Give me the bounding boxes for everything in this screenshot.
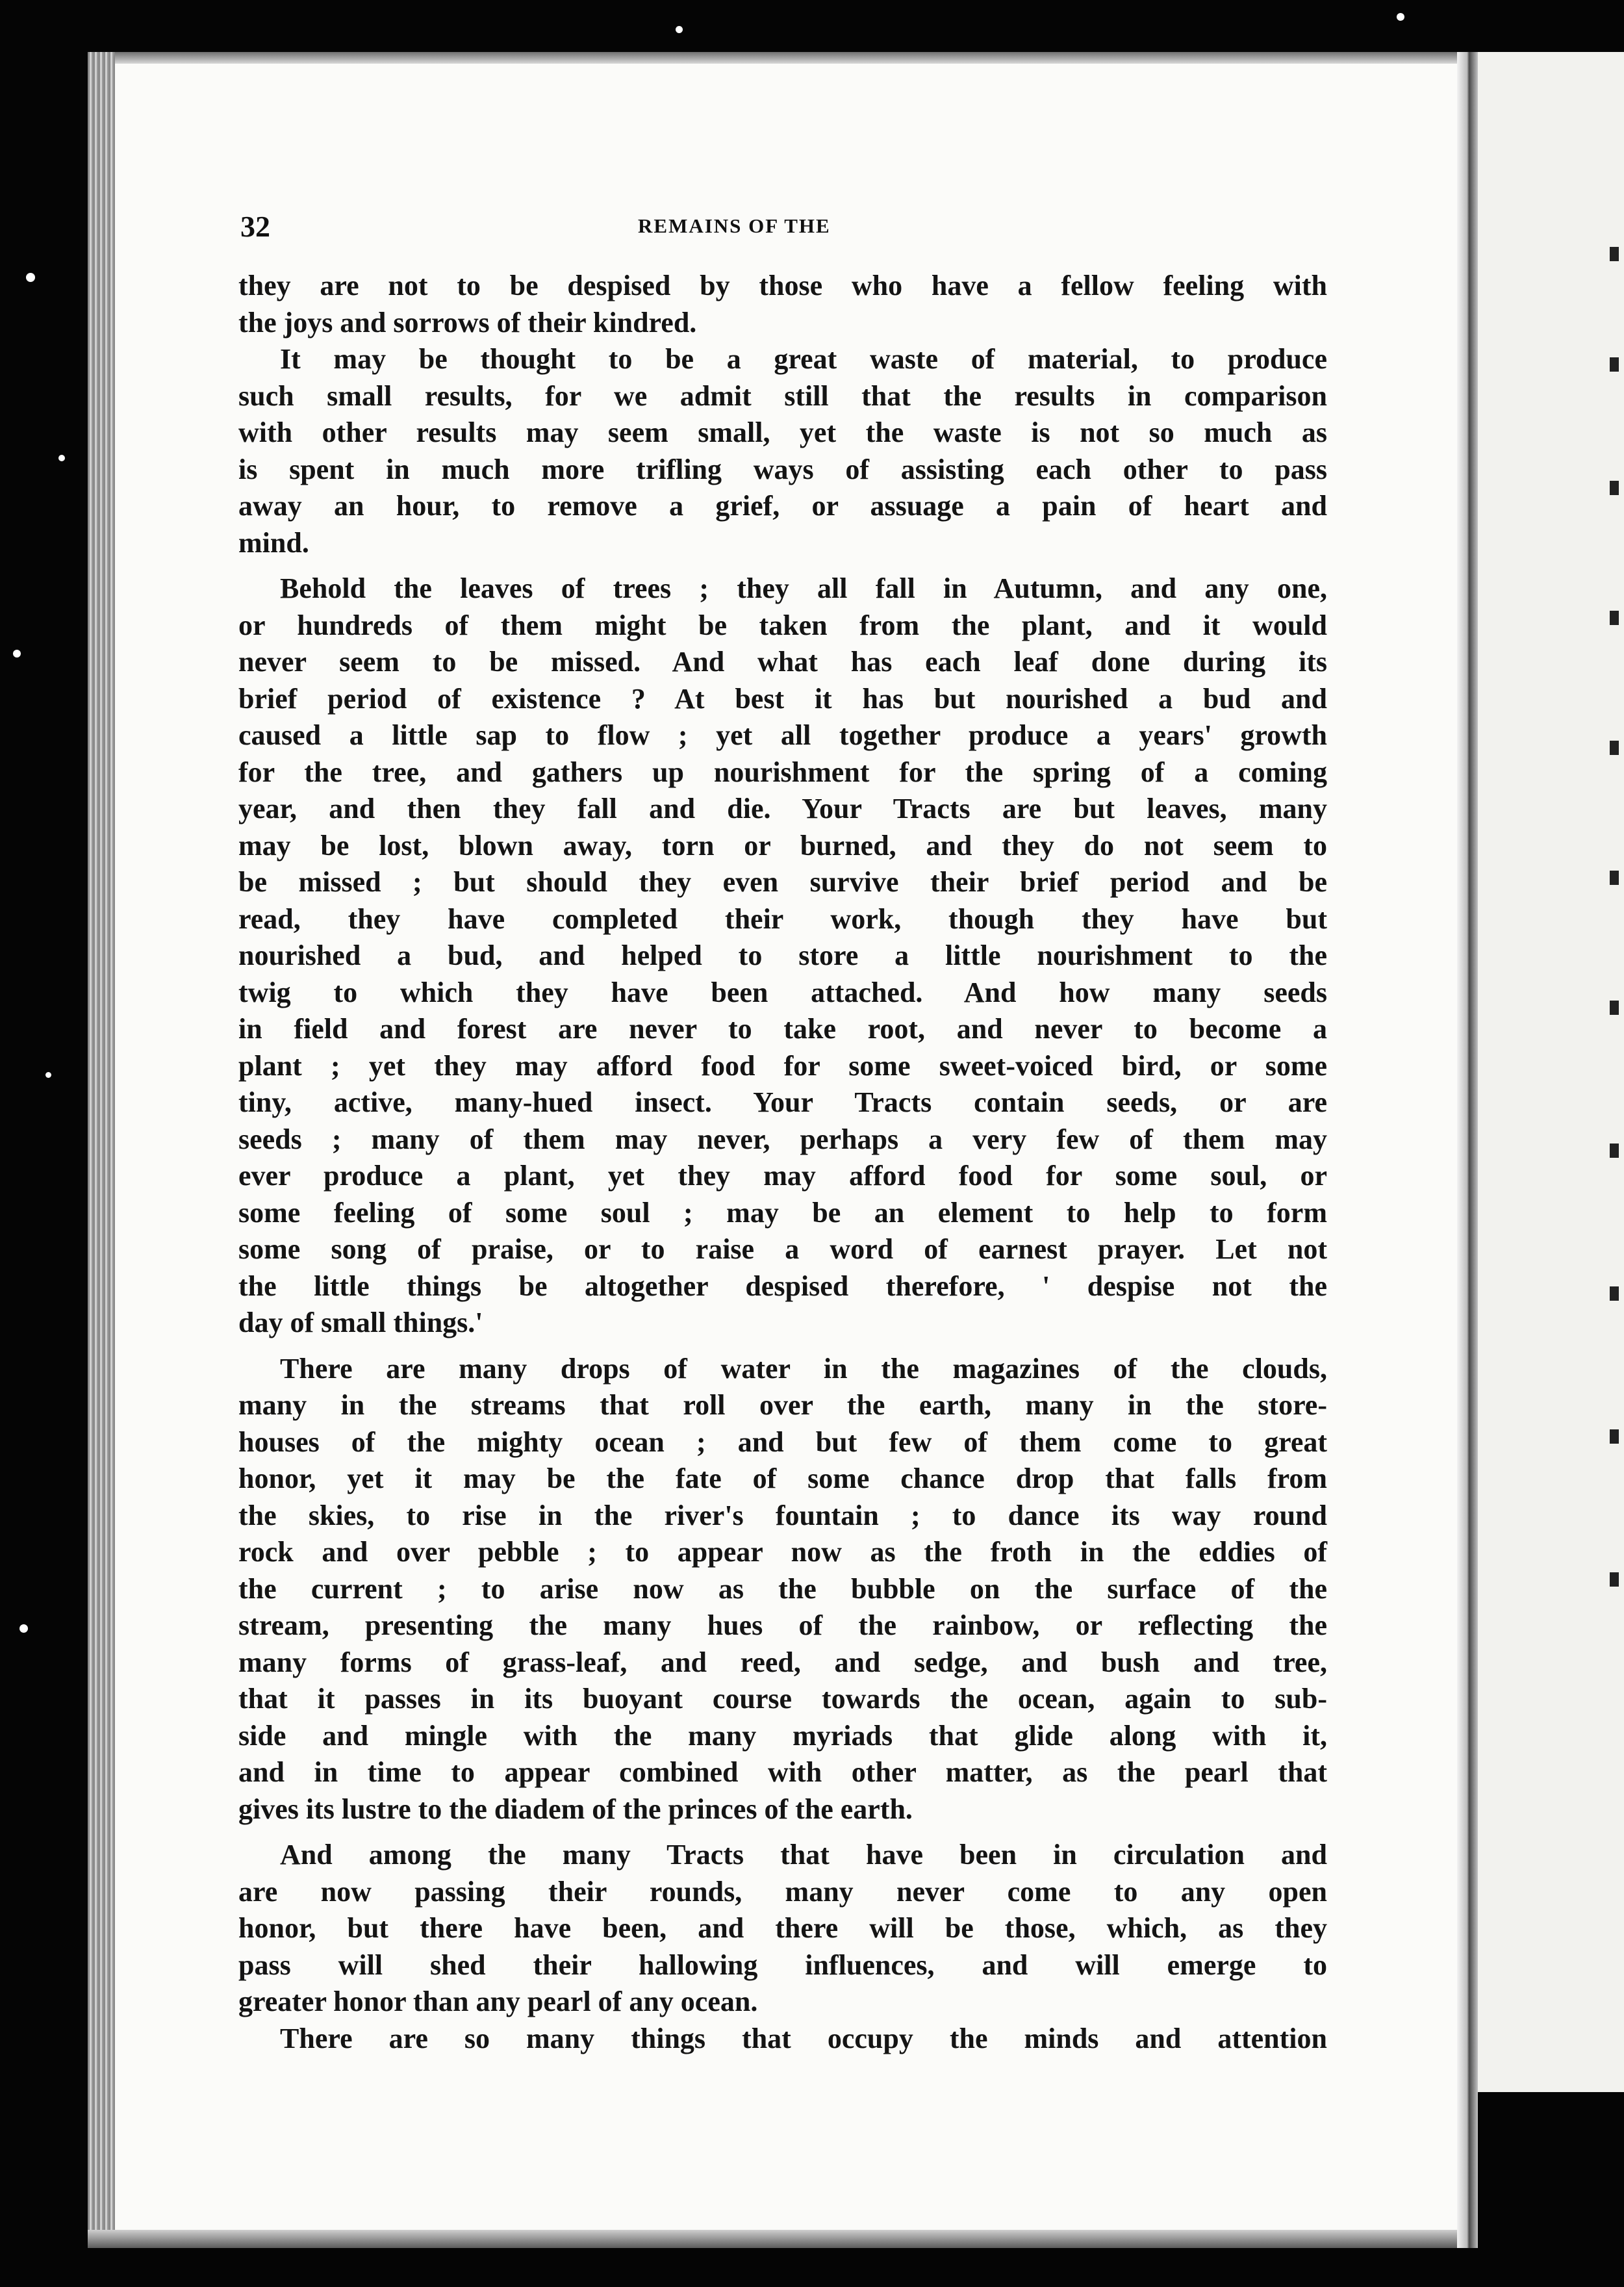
text-line: rock and over pebble ; to appear now as the froth in the eddies of	[238, 1536, 1327, 1568]
running-head: REMAINS OF THE	[638, 214, 831, 237]
text-line: in field and forest are never to take root, and never to become a	[238, 1013, 1327, 1045]
text-line: and in time to appear combined with other matter, as the pearl that	[238, 1756, 1327, 1788]
text-line: the skies, to rise in the river's fountain ; to dance its way round	[238, 1499, 1327, 1531]
text-line: many in the streams that roll over the earth, many in the store-	[238, 1389, 1327, 1421]
dust-speck	[19, 1624, 28, 1633]
text-line: the current ; to arise now as the bubble on the surface of the	[238, 1572, 1327, 1605]
text-line: Behold the leaves of trees ; they all fall in Autumn, and any one,	[280, 572, 1327, 604]
text-line: for the tree, and gathers up nourishment for the spring of a coming	[238, 756, 1327, 788]
text-line: be missed ; but should they even survive their brief period and be	[238, 866, 1327, 898]
text-line: with other results may seem small, yet the waste is not so much as	[238, 416, 1327, 448]
text-line: There are many drops of water in the magazines of the clouds,	[280, 1352, 1327, 1385]
page-bottom-edge	[88, 2230, 1478, 2248]
text-line: And among the many Tracts that have been in circulation and	[280, 1839, 1327, 1871]
text-line: plant ; yet they may afford food for some sweet-voiced bird, or some	[238, 1049, 1327, 1082]
text-line: some feeling of some soul ; may be an element to help to form	[238, 1196, 1327, 1229]
text-line: honor, but there have been, and there will be those, which, as they	[238, 1912, 1327, 1944]
text-line: or hundreds of them might be taken from the plant, and it would	[238, 609, 1327, 641]
dust-speck	[26, 273, 35, 282]
text-line: tiny, active, many-hued insect. Your Tracts contain seeds, or are	[238, 1086, 1327, 1118]
text-line: they are not to be despised by those who have a fellow feeling with	[238, 270, 1327, 301]
text-line: twig to which they have been attached. And how many seeds	[238, 976, 1327, 1008]
text-line: away an hour, to remove a grief, or assuage a pain of heart and	[238, 490, 1327, 522]
text-line: such small results, for we admit still that the results in comparison	[238, 379, 1327, 412]
text-line: brief period of existence ? At best it has but nourished a bud and	[238, 682, 1327, 715]
body-text	[238, 268, 1327, 2057]
text-line: stream, presenting the many hues of the rainbow, or reflecting the	[238, 1609, 1327, 1641]
dust-speck	[45, 1072, 51, 1078]
page-fore-edge	[88, 52, 115, 2248]
text-line: ever produce a plant, yet they may afford food for some soul, or	[238, 1160, 1327, 1192]
text-line: the joys and sorrows of their kindred.	[238, 306, 697, 339]
facing-page-text-fragments	[1610, 247, 1623, 1676]
text-line: read, they have completed their work, though they have but	[238, 902, 1327, 935]
text-line: houses of the mighty ocean ; and but few of them come to great	[238, 1425, 1327, 1458]
page-gutter	[1457, 52, 1478, 2248]
text-line: are now passing their rounds, many never come to any open	[238, 1875, 1327, 1908]
text-line: mind.	[238, 526, 309, 559]
text-line: greater honor than any pearl of any ocean.	[238, 1986, 758, 2017]
text-line: year, and then they fall and die. Your Tracts are but leaves, many	[238, 793, 1327, 824]
dust-speck	[1397, 13, 1404, 21]
page-number: 32	[240, 210, 270, 243]
text-line: caused a little sap to flow ; yet all together produce a years' growth	[238, 719, 1327, 751]
text-line: is spent in much more trifling ways of assisting each other to pass	[238, 453, 1327, 485]
text-line: the little things be altogether despised therefore, ' despise not the	[238, 1270, 1327, 1302]
text-line: seeds ; many of them may never, perhaps a very few of them may	[238, 1123, 1327, 1155]
text-line: nourished a bud, and helped to store a little nourishment to the	[238, 939, 1327, 971]
text-line: many forms of grass-leaf, and reed, and sedge, and bush and tree,	[238, 1646, 1327, 1678]
dust-speck	[58, 455, 65, 461]
text-line: gives its lustre to the diadem of the princes of the earth.	[238, 1793, 913, 1825]
text-line: that it passes in its buoyant course towards the ocean, again to sub-	[238, 1683, 1327, 1715]
text-line: may be lost, blown away, torn or burned, and they do not seem to	[238, 829, 1327, 862]
dust-speck	[13, 650, 21, 658]
dust-speck	[676, 26, 683, 33]
text-line: some song of praise, or to raise a word of earnest prayer. Let not	[238, 1233, 1327, 1265]
text-line: It may be thought to be a great waste of material, to produce	[280, 343, 1327, 375]
facing-page-edge	[1458, 52, 1624, 2092]
text-line: There are so many things that occupy the minds and attention	[280, 2022, 1327, 2054]
text-line: side and mingle with the many myriads that glide along with it,	[238, 1719, 1327, 1752]
text-line: pass will shed their hallowing influences, and will emerge to	[238, 1948, 1327, 1981]
text-line: day of small things.'	[238, 1307, 483, 1338]
page-top-edge	[88, 52, 1478, 64]
text-line: never seem to be missed. And what has each leaf done during its	[238, 646, 1327, 678]
page-header	[240, 209, 1332, 248]
text-line: honor, yet it may be the fate of some chance drop that falls from	[238, 1463, 1327, 1494]
